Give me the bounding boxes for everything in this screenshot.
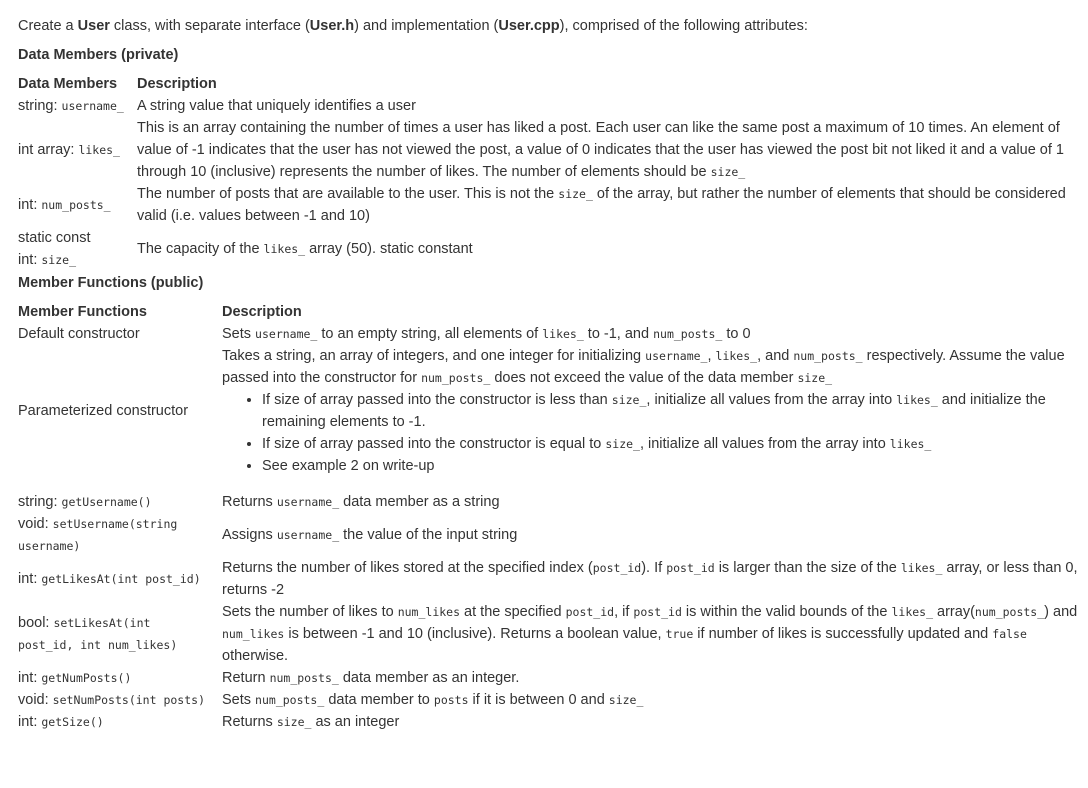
function-desc — [222, 345, 1078, 491]
data-members-heading: Data Members (private) — [18, 47, 179, 63]
return-type: int: — [18, 714, 42, 730]
return-type: string: — [18, 494, 62, 510]
table-row — [18, 667, 1078, 689]
function-signature: post_id, int num_likes) — [18, 638, 178, 652]
desc-code: num_likes — [222, 627, 285, 641]
return-type: void: — [18, 516, 53, 532]
desc-text: , initialize all values from the array into — [639, 436, 890, 452]
function-desc — [222, 513, 1078, 557]
desc-code: num_posts_ — [974, 605, 1045, 619]
intro-text: class, with separate interface ( — [109, 18, 310, 34]
desc-text: Takes a string, an array of integers, and one integer for initializing — [222, 348, 646, 364]
member-type: static const — [18, 230, 91, 246]
class-name: User — [77, 18, 110, 34]
desc-code: num_posts_ — [269, 671, 339, 685]
desc-text: ) and — [1044, 604, 1078, 620]
return-type: bool: — [18, 615, 54, 631]
desc-text: The capacity of the — [137, 241, 264, 257]
desc-code: size_ — [611, 393, 647, 407]
intro-text: ), comprised of the following attributes: — [559, 18, 808, 34]
impl-file-name: User.cpp — [498, 18, 560, 34]
desc-text: at the specified — [460, 604, 566, 620]
desc-code: username_ — [276, 528, 340, 542]
desc-text: is between -1 and 10 (inclusive). Returns a boolean value, — [284, 626, 666, 642]
function-desc — [222, 711, 1078, 733]
function-name — [18, 689, 222, 711]
table-row — [18, 557, 1078, 601]
desc-code: likes_ — [900, 561, 943, 575]
table-header-row — [18, 73, 1078, 95]
desc-text: to 0 — [722, 326, 751, 342]
desc-text: Returns the number of likes stored at the specified index ( — [222, 560, 593, 576]
member-name — [18, 183, 137, 227]
desc-text: If size of array passed into the constructor is equal to — [262, 436, 606, 452]
desc-text: , and — [757, 348, 794, 364]
desc-code: likes_ — [715, 349, 758, 363]
member-name — [18, 117, 137, 183]
function-signature: getLikesAt(int post_id) — [41, 572, 201, 586]
desc-code: likes_ — [542, 327, 584, 341]
desc-code: num_likes — [397, 605, 461, 619]
return-type: void: — [18, 692, 53, 708]
desc-code: num_posts_ — [255, 693, 325, 707]
desc-code: posts — [433, 693, 469, 707]
member-type: int array: — [18, 142, 79, 158]
desc-text: If size of array passed into the constructor is less than — [262, 392, 612, 408]
function-desc — [222, 491, 1078, 513]
member-identifier: username_ — [61, 99, 124, 113]
table-row — [18, 345, 1078, 491]
member-desc — [137, 117, 1078, 183]
desc-text: Sets — [222, 326, 256, 342]
function-desc — [222, 667, 1078, 689]
member-type: int: — [18, 252, 42, 268]
desc-text: Assigns — [222, 527, 277, 543]
desc-text: otherwise. — [222, 648, 289, 664]
function-signature: setNumPosts(int posts) — [52, 693, 205, 707]
desc-code: username_ — [255, 327, 318, 341]
function-signature: setLikesAt(int — [53, 616, 151, 630]
desc-code: post_id — [666, 561, 715, 575]
desc-text: the value of the input string — [339, 527, 518, 543]
member-identifier: num_posts_ — [41, 198, 111, 212]
assignment-document — [18, 14, 1078, 733]
return-type: int: — [18, 670, 42, 686]
desc-code: size_ — [558, 187, 593, 201]
desc-text: and initialize the remaining elements to -1. — [262, 392, 1046, 430]
function-desc — [222, 323, 1078, 345]
col-header-desc: Description — [137, 76, 217, 92]
member-name — [18, 95, 137, 117]
table-row — [18, 513, 1078, 557]
col-header-desc: Description — [222, 304, 302, 320]
member-type: string: — [18, 98, 62, 114]
member-type: int: — [18, 197, 42, 213]
function-desc — [222, 601, 1078, 667]
list-item — [262, 389, 1078, 433]
table-row — [18, 689, 1078, 711]
desc-code: num_posts_ — [653, 327, 723, 341]
desc-text: if it is between 0 and — [468, 692, 609, 708]
desc-code: likes_ — [889, 437, 932, 451]
table-row — [18, 601, 1078, 667]
member-identifier: size_ — [41, 253, 76, 267]
desc-code: num_posts_ — [793, 349, 863, 363]
function-name — [18, 491, 222, 513]
desc-text: , initialize all values from the array into — [646, 392, 897, 408]
col-header-name: Member Functions — [18, 304, 147, 320]
member-desc: A string value that uniquely identifies a user — [137, 98, 416, 114]
desc-text: ). If — [641, 560, 667, 576]
desc-text: does not exceed the value of the data member — [490, 370, 798, 386]
function-signature: setUsername(string — [52, 517, 178, 531]
member-desc — [137, 183, 1078, 227]
desc-text: is within the valid bounds of the — [681, 604, 892, 620]
desc-text: to -1, and — [583, 326, 654, 342]
desc-code: likes_ — [263, 242, 306, 256]
desc-text: data member as a string — [339, 494, 500, 510]
desc-text: if number of likes is successfully updated and — [693, 626, 993, 642]
table-row — [18, 323, 1078, 345]
desc-text: array (50). static constant — [305, 241, 473, 257]
member-desc — [137, 227, 1078, 271]
table-row — [18, 183, 1078, 227]
function-name — [18, 557, 222, 601]
desc-code: size_ — [276, 715, 312, 729]
desc-code: post_id — [592, 561, 642, 575]
desc-text: This is an array containing the number of times a user has liked a post. Each user can like the same post a maximum of 10 times. An element of value of -1 indicates that the user has not viewed the post, a value of 0 indicates that the user has viewed the post bit not liked it and a value of 1 through 10 (inclusive) represents the number of likes. The number of elements should be — [137, 120, 1064, 180]
desc-code: true — [665, 627, 694, 641]
desc-code: size_ — [608, 693, 644, 707]
function-name — [18, 711, 222, 733]
desc-code: post_id — [633, 605, 682, 619]
function-signature: getUsername() — [61, 495, 152, 509]
desc-code: false — [992, 627, 1027, 641]
table-row — [18, 711, 1078, 733]
data-members-table — [18, 73, 1078, 271]
table-row — [18, 227, 1078, 271]
ctor-paragraph — [222, 345, 1078, 389]
desc-code: likes_ — [891, 605, 934, 619]
desc-text: respectively. Assume the value passed into the constructor for — [222, 348, 1065, 386]
list-item — [262, 455, 1078, 477]
desc-text: Sets the number of likes to — [222, 604, 398, 620]
desc-text: as an integer — [311, 714, 400, 730]
desc-code: size_ — [797, 371, 833, 385]
table-header-row — [18, 301, 1078, 323]
desc-code: size_ — [710, 165, 746, 179]
function-desc — [222, 689, 1078, 711]
desc-text: of the array, but rather the number of elements that should be considered valid (i.e. values between -1 and 10) — [137, 186, 1066, 224]
col-header-name: Data Members — [18, 76, 118, 92]
list-item — [262, 433, 1078, 455]
function-name: Default constructor — [18, 326, 140, 342]
desc-text: Return — [222, 670, 270, 686]
desc-text: , — [707, 348, 716, 364]
desc-text: data member to — [324, 692, 434, 708]
function-name — [18, 601, 222, 667]
desc-code: username_ — [645, 349, 708, 363]
desc-code: num_posts_ — [421, 371, 491, 385]
function-signature: getNumPosts() — [41, 671, 132, 685]
header-file-name: User.h — [309, 18, 355, 34]
ctor-bullet-list — [222, 389, 1078, 477]
member-functions-heading: Member Functions (public) — [18, 275, 204, 291]
desc-text: See example 2 on write-up — [262, 458, 435, 474]
desc-code: username_ — [276, 495, 340, 509]
desc-code: size_ — [605, 437, 640, 451]
member-identifier: likes_ — [78, 143, 120, 157]
desc-text: to an empty string, all elements of — [317, 326, 543, 342]
function-name: Parameterized constructor — [18, 403, 189, 419]
desc-text: , if — [614, 604, 634, 620]
function-name — [18, 513, 222, 557]
desc-text: Returns — [222, 714, 277, 730]
member-functions-table — [18, 301, 1078, 733]
member-name — [18, 227, 137, 271]
function-signature: getSize() — [41, 715, 104, 729]
desc-code: likes_ — [896, 393, 938, 407]
intro-paragraph — [18, 14, 1078, 38]
desc-text: Returns — [222, 494, 277, 510]
desc-text: data member as an integer. — [338, 670, 520, 686]
table-row — [18, 491, 1078, 513]
desc-text: array, or less than 0, returns -2 — [222, 560, 1078, 598]
desc-text: Sets — [222, 692, 256, 708]
table-row — [18, 95, 1078, 117]
intro-text: Create a — [18, 18, 78, 34]
desc-text: is larger than the size of the — [714, 560, 901, 576]
desc-code: post_id — [565, 605, 615, 619]
function-desc — [222, 557, 1078, 601]
return-type: int: — [18, 571, 42, 587]
desc-text: The number of posts that are available to the user. This is not the — [137, 186, 559, 202]
function-name — [18, 667, 222, 689]
table-row — [18, 117, 1078, 183]
function-signature: username) — [18, 539, 81, 553]
intro-text: ) and implementation ( — [354, 18, 499, 34]
desc-text: array( — [933, 604, 975, 620]
